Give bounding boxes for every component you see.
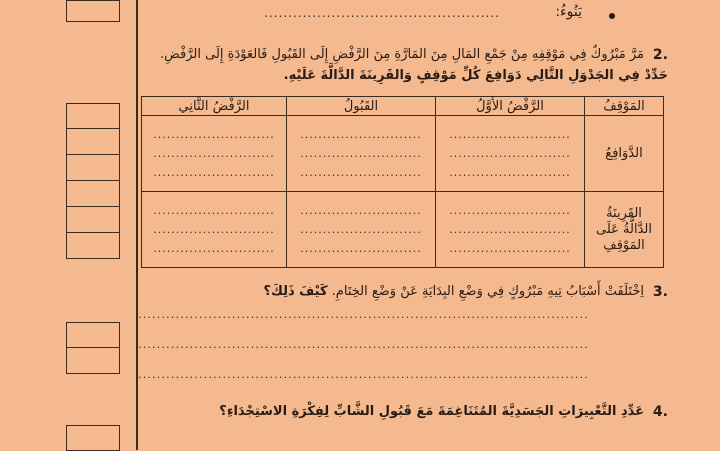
answer-cell[interactable]: ........................... ........................... ...........................	[142, 192, 287, 268]
score-box	[66, 425, 120, 451]
score-boxes-q3	[66, 322, 120, 374]
table-header: الرَّفْضُ الأَوَّلُ	[436, 97, 585, 116]
margin-line	[136, 0, 138, 450]
table-header: الرَّفْضُ الثَّانِي	[142, 97, 287, 116]
answer-line[interactable]: ................................................................................................	[138, 308, 589, 321]
question-instruction: حَدِّدْ فِي الجَدْوَلِ التَّالِي دَوَافِعَ كُلِّ مَوْقِفٍ وَالقَرِينَةَ الدَّالَّةَ عَلَيْهِ.	[283, 68, 668, 83]
question-text: عَدِّدِ التَّعْبِيرَاتِ الجَسَدِيَّةَ المُتَنَاغِمَةَ مَعَ قَبُولِ الشَّابِّ لِفِكْرَةِ الاسْتِجْدَاءِ؟	[219, 404, 644, 419]
table-header: القَبُولُ	[287, 97, 436, 116]
score-box	[66, 207, 120, 233]
answer-cell[interactable]: ........................... ........................... ...........................	[142, 116, 287, 192]
answer-cell[interactable]: ........................... ........................... ...........................	[287, 192, 436, 268]
answer-dots: .................................................	[264, 6, 500, 20]
score-box	[66, 322, 120, 348]
answer-line[interactable]: ................................................................................................	[138, 338, 589, 351]
score-box	[66, 103, 120, 129]
answer-table	[141, 96, 664, 268]
question-number: .3	[652, 284, 668, 300]
question-number: .2	[652, 47, 668, 63]
question-text: اِخْتَلَفَتْ أَسْبَابُ تِيهِ مَبْرُوكٍ فِي وَضْعِ البِدَايَةِ عَنْ وَضْعِ الخِتَامِ. كَيْفَ ذَلِكَ؟	[263, 284, 644, 299]
answer-cell[interactable]: ........................... ........................... ...........................	[436, 192, 585, 268]
table-header: المَوْقِفُ	[585, 97, 664, 116]
answer-line[interactable]: ................................................................................................	[138, 368, 589, 381]
row-header-motives: الدَّوَافِعُ	[585, 116, 664, 192]
score-boxes-q2	[66, 103, 120, 259]
score-box	[66, 348, 120, 374]
bullet-icon	[609, 13, 615, 19]
row-header-evidence: القَرِينَةُ الدَّالَّةُ عَلَى المَوْقِفِ	[585, 192, 664, 268]
bullet-label: يَنُوءُ:	[555, 4, 582, 20]
answer-cell[interactable]: ........................... ........................... ...........................	[287, 116, 436, 192]
score-boxes-top	[66, 0, 120, 22]
score-box	[66, 181, 120, 207]
score-box	[66, 129, 120, 155]
score-box	[66, 0, 120, 22]
question-text: مَرَّ مَبْرُوكٌ فِي مَوْقِفِهِ مِنْ جَمْعِ المَالِ مِنَ المَارَّةِ مِنَ الرَّفْضِ إِلَى القَبُولِ فَالعَوْدَةِ إِلَى الرَّفْضِ.	[159, 47, 644, 62]
score-box	[66, 155, 120, 181]
answer-cell[interactable]: ........................... ........................... ...........................	[436, 116, 585, 192]
score-box	[66, 233, 120, 259]
score-boxes-q4	[66, 425, 120, 451]
question-number: .4	[652, 404, 668, 420]
